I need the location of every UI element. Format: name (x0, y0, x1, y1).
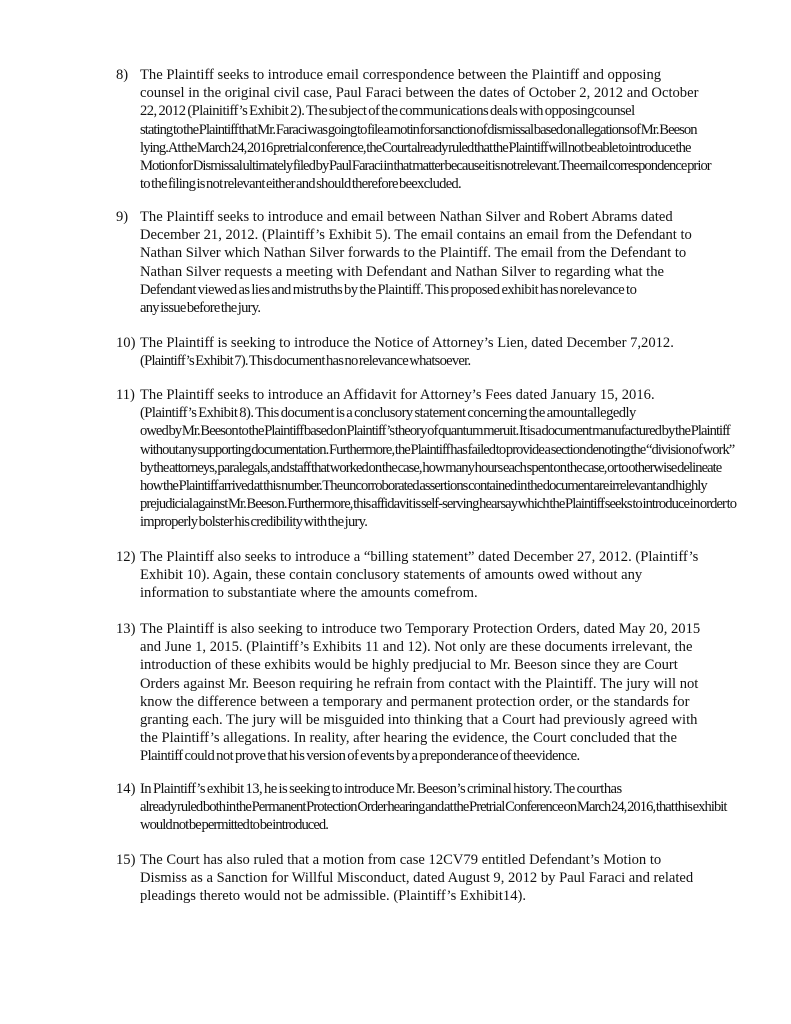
text-line: pleadings thereto would not be admissible. (Plaintiff’s Exhibit14). (140, 888, 527, 905)
text-line: Nathan Silver which Nathan Silver forwards to the Plaintiff. The email from the Defendant to (140, 245, 687, 262)
text-line: counsel in the original civil case, Paul Faraci between the dates of October 2, 2012 and October (140, 85, 699, 102)
text-line: Dismiss as a Sanction for Willful Misconduct, dated August 9, 2012 by Paul Faraci and related (140, 870, 694, 887)
paragraph-number: 10) (116, 335, 136, 351)
paragraph-text (140, 386, 746, 532)
paragraph-number: 8) (116, 67, 129, 83)
paragraph-number: 12) (116, 549, 136, 565)
text-line: Nathan Silver requests a meeting with Defendant and Nathan Silver to regarding what the (140, 263, 664, 280)
text-line: The Plaintiff seeks to introduce an Affidavit for Attorney’s Fees dated January 15, 2016. (140, 387, 655, 403)
text-line: In Plaintiff’s exhibit 13, he is seeking to introduce Mr. Beeson’s criminal history. The courthas (140, 781, 622, 797)
paragraph-text (140, 620, 746, 766)
text-line: (Plaintiff’s Exhibit 8). This document is a conclusory statement concerning the amountallegedly (140, 405, 636, 422)
text-line: The Plaintiff seeks to introduce and email between Nathan Silver and Robert Abrams dated (140, 209, 673, 225)
paragraph-text (140, 208, 746, 317)
text-line: December 21, 2012. (Plaintiff’s Exhibit 5). The email contains an email from the Defendant to (140, 227, 692, 244)
text-line: The Plaintiff is seeking to introduce the Notice of Attorney’s Lien, dated December 7,2012. (140, 335, 674, 351)
paragraph-text (140, 66, 746, 193)
text-line: stating to the Plaintiff that Mr. Faraci was going to file a motin for sanction of dismissal based on allegations of Mr. Beeson (140, 121, 697, 138)
paragraph-text (140, 334, 746, 370)
text-line: Plaintiff could not prove that his version of events by a preponderance of theevidence. (140, 748, 580, 765)
paragraph-number: 9) (116, 209, 129, 225)
paragraph-text (140, 851, 746, 906)
text-line: by the attorneys, paralegals, and staff that worked on the case, how many hours each spent on the case, or to otherwise delineate (140, 459, 722, 476)
text-line: Exhibit 10). Again, these contain conclusory statements of amounts owed without any (140, 567, 643, 584)
paragraph-number: 15) (116, 852, 136, 868)
text-line: prejudicial against Mr. Beeson. Furthermore, this affidavit is self-serving hearsay which the Plaintiff seeks to introduce in order to (140, 496, 737, 513)
text-line: 22, 2012 (Plainitiff’s Exhibit 2). The subject of the communications deals with opposingcounsel (140, 103, 635, 120)
text-line: already ruled both in the Permanent Protection Order hearing and at the Pretrial Conference on March 24, 2016, that this exhibit (140, 799, 727, 816)
text-line: lying. At the March 24, 2016 pretrial conference, the Court already ruled that the Plaintiff will not be able to introduce the (140, 139, 691, 156)
paragraph-number: 13) (116, 621, 136, 637)
paragraph-text (140, 780, 746, 835)
paragraph-number: 14) (116, 781, 136, 797)
text-line: granting each. The jury will be misguided into thinking that a Court had previously agreed with (140, 712, 698, 729)
text-line: owed by Mr. Beeson to the Plaintiff based on Plaintiff’s theory of quantum meruit. It is a document manufactured by the Plaintiff (140, 423, 730, 440)
text-line: The Court has also ruled that a motion from case 12CV79 entitled Defendant’s Motion to (140, 852, 662, 868)
text-line: (Plaintiff’s Exhibit 7). This document has no relevance whatsoever. (140, 353, 471, 370)
text-line: know the difference between a temporary and permanent protection order, or the standards for (140, 693, 690, 710)
text-line: The Plaintiff also seeks to introduce a “billing statement” dated December 27, 2012. (Plaintiff’s (140, 549, 699, 565)
paragraph-text (140, 548, 746, 603)
text-line: to the filing is not relevant either and should therefore beexcluded. (140, 176, 461, 193)
paragraph-number: 11) (116, 387, 135, 403)
text-line: introduction of these exhibits would be highly predjucial to Mr. Beeson since they are Court (140, 657, 678, 674)
text-line: Defendant viewed as lies and mistruths by the Plaintiff. This proposed exhibit has norelevance to (140, 281, 637, 298)
text-line: how the Plaintiff arrived at this number. The uncorroborated assertions contained in the document are irrelevant and highly (140, 478, 707, 495)
text-line: without any supporting documentation. Furthermore, the Plaintiff has failed to provide a section denoting the “division of work” (140, 441, 735, 458)
text-line: The Plaintiff is also seeking to introduce two Temporary Protection Orders, dated May 20, 2015 (140, 621, 701, 637)
text-line: any issue before the jury. (140, 300, 261, 317)
text-line: the Plaintiff’s allegations. In reality, after hearing the evidence, the Court concluded that the (140, 730, 677, 747)
text-line: information to substantiate where the amounts comefrom. (140, 585, 478, 602)
text-line: The Plaintiff seeks to introduce email correspondence between the Plaintiff and opposing (140, 67, 662, 83)
text-line: improperly bolster his credibility with the jury. (140, 514, 368, 531)
text-line: Orders against Mr. Beeson requiring he refrain from contact with the Plaintiff. The jury will not (140, 675, 699, 692)
text-line: and June 1, 2015. (Plaintiff’s Exhibits 11 and 12). Not only are these documents irrelevant, the (140, 639, 693, 656)
text-line: would not be permitted to be introduced. (140, 817, 328, 834)
text-line: Motion for Dismissal ultimately filed by Paul Faraci in that matter because it is not relevant. The email correspondence prior (140, 158, 711, 175)
